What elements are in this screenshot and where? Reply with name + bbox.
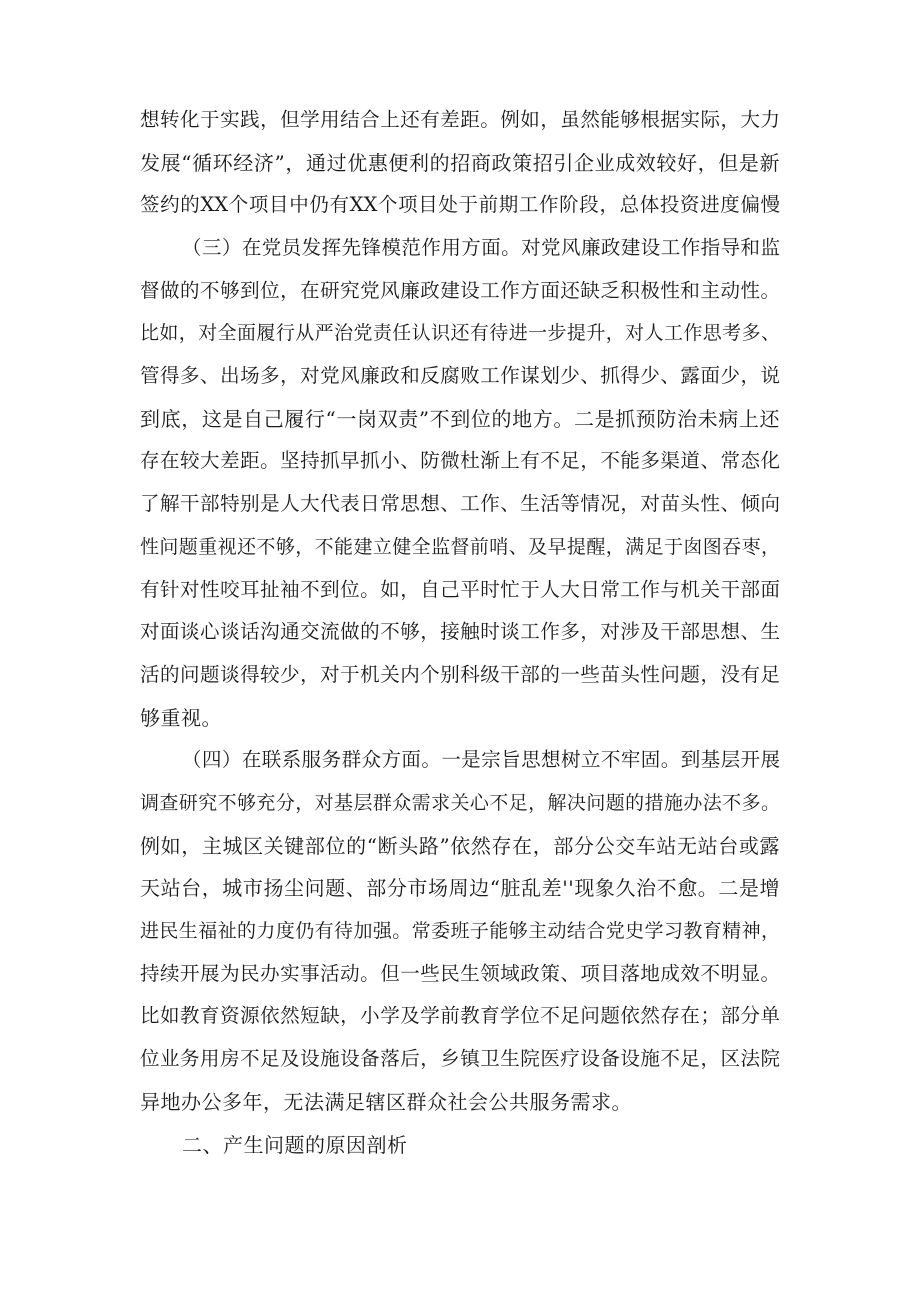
text-line: 签约的XX个项目中仍有XX个项目处于前期工作阶段，总体投资进度偏慢 xyxy=(140,193,780,216)
text-line: 存在较大差距。坚持抓早抓小、防微杜渐上有不足，不能多渠道、常态化 xyxy=(140,449,780,472)
text-line: 管得多、出场多，对党风廉政和反腐败工作谋划少、抓得少、露面少，说 xyxy=(140,364,780,387)
text-line: 比如，对全面履行从严治党责任认识还有待进一步提升，对人工作思考多、 xyxy=(140,322,780,344)
text-line: 够重视。 xyxy=(140,706,222,730)
text-line: 对面谈心谈话沟通交流做的不够，接触时谈工作多，对涉及干部思想、生 xyxy=(140,620,780,643)
section-3-heading-line: （三）在党员发挥先锋模范作用方面。对党风廉政建设工作指导和监 xyxy=(182,236,780,259)
text-line: 持续开展为民办实事活动。但一些民生领域政策、项目落地成效不明显。 xyxy=(140,962,780,985)
text-line: 比如教育资源依然短缺，小学及学前教育学位不足问题依然存在；部分单 xyxy=(140,1004,780,1027)
text-line: 了解干部特别是人大代表日常思想、工作、生活等情况，对苗头性、倾向 xyxy=(140,492,780,515)
text-line: 发展“循环经济”，通过优惠便利的招商政策招引企业成效较好，但是新 xyxy=(140,151,780,175)
text-line: 性问题重视还不够，不能建立健全监督前哨、及早提醒，满足于囱图吞枣， xyxy=(140,536,780,558)
text-line: 进民生福祉的力度仍有待加强。常委班子能够主动结合党史学习教育精神， xyxy=(140,920,780,942)
text-line: 到底，这是自己履行“一岗双责”不到位的地方。二是抓预防治未病上还 xyxy=(140,407,780,431)
text-line: 督做的不够到位，在研究党风廉政建设工作方面还缺乏积极性和主动性。 xyxy=(140,279,780,302)
text-line: 位业务用房不足及设施设备落后，乡镇卫生院医疗设备设施不足，区法院 xyxy=(140,1047,780,1070)
text-line: 有针对性咬耳扯袖不到位。如，自己平时忙于人大日常工作与机关干部面 xyxy=(140,578,780,601)
text-line: 天站台，城市扬尘问题、部分市场周边“脏乱差''现象久治不愈。二是增 xyxy=(140,876,780,900)
text-line: 活的问题谈得较少，对于机关内个别科级干部的一些苗头性问题，没有足 xyxy=(140,663,780,686)
section-4-heading-line: （四）在联系服务群众方面。一是宗旨思想树立不牢固。到基层开展 xyxy=(182,748,780,771)
text-line: 异地办公多年，无法满足辖区群众社会公共服务需求。 xyxy=(140,1090,632,1114)
text-line: 例如，主城区关键部位的“断头路”依然存在，部分公交车站无站台或露 xyxy=(140,834,780,858)
section-heading-cause-analysis: 二、产生问题的原因剖析 xyxy=(182,1133,408,1157)
text-line: 调查研究不够充分，对基层群众需求关心不足，解决问题的措施办法不多。 xyxy=(140,792,780,814)
text-line: 想转化于实践，但学用结合上还有差距。例如，虽然能够根据实际，大力 xyxy=(140,108,780,131)
